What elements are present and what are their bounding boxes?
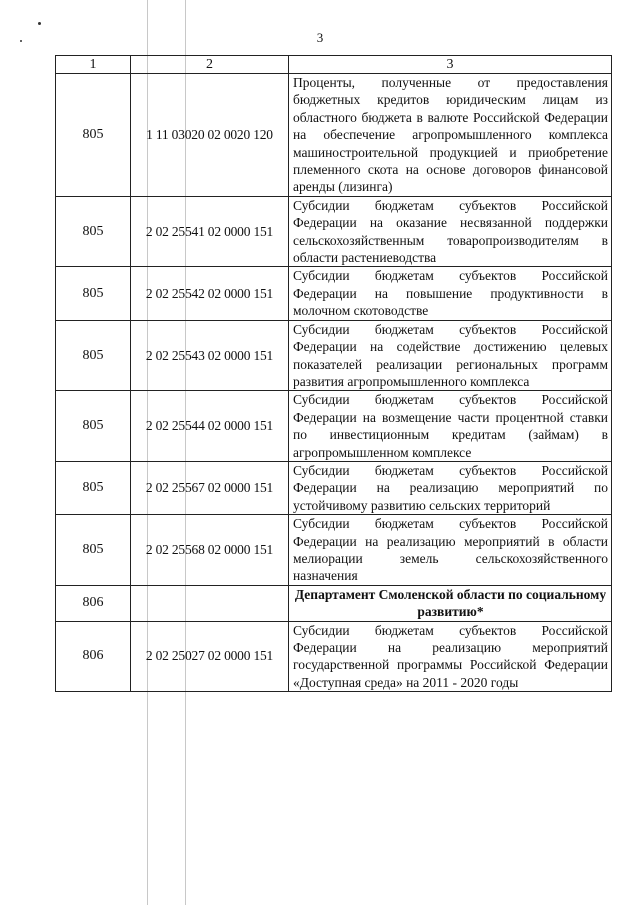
admin-code: 805	[56, 391, 131, 462]
header-col-1: 1	[56, 56, 131, 74]
kbk-code: 1 11 03020 02 0020 120	[131, 74, 289, 197]
table-row	[56, 515, 612, 586]
table-row	[56, 74, 612, 197]
kbk-code: 2 02 25543 02 0000 151	[131, 320, 289, 391]
kbk-code	[131, 585, 289, 621]
table-row	[56, 391, 612, 462]
page-number: 3	[316, 30, 324, 45]
table-header-row	[56, 56, 612, 74]
revenue-description: Субсидии бюджетам субъектов Российской Федерации на реализацию мероприятий в области мелиорации земель сельскохозяйственного назначения	[289, 515, 612, 586]
table-row	[56, 196, 612, 267]
kbk-code: 2 02 25027 02 0000 151	[131, 621, 289, 692]
budget-codes-table	[55, 55, 612, 692]
header-col-2: 2	[131, 56, 289, 74]
revenue-description: Субсидии бюджетам субъектов Российской Федерации на повышение продуктивности в молочном скотоводстве	[289, 267, 612, 320]
admin-code: 805	[56, 267, 131, 320]
admin-code: 805	[56, 196, 131, 267]
revenue-description: Субсидии бюджетам субъектов Российской Федерации на возмещение части процентной ставки по инвестиционным кредитам (займам) в агропромышленном комплексе	[289, 391, 612, 462]
table-row-department	[56, 585, 612, 621]
header-col-3: 3	[289, 56, 612, 74]
revenue-description: Субсидии бюджетам субъектов Российской Федерации на реализацию мероприятий государственной программы Российской Федерации «Доступная среда» на 2011 - 2020 годы	[289, 621, 612, 692]
table-row	[56, 320, 612, 391]
revenue-description: Субсидии бюджетам субъектов Российской Федерации на оказание несвязанной поддержки сельскохозяйственным товаропроизводителям в области растениеводства	[289, 196, 612, 267]
kbk-code: 2 02 25568 02 0000 151	[131, 515, 289, 586]
table-row	[56, 621, 612, 692]
table-row	[56, 461, 612, 514]
kbk-code: 2 02 25567 02 0000 151	[131, 461, 289, 514]
revenue-description: Субсидии бюджетам субъектов Российской Федерации на реализацию мероприятий по устойчивому развитию сельских территорий	[289, 461, 612, 514]
admin-code: 806	[56, 585, 131, 621]
kbk-code: 2 02 25542 02 0000 151	[131, 267, 289, 320]
admin-code: 805	[56, 515, 131, 586]
admin-code: 806	[56, 621, 131, 692]
scan-speck	[38, 22, 41, 25]
revenue-description: Субсидии бюджетам субъектов Российской Федерации на содействие достижению целевых показателей реализации региональных программ развития агропромышленного комплекса	[289, 320, 612, 391]
admin-code: 805	[56, 74, 131, 197]
admin-code: 805	[56, 320, 131, 391]
kbk-code: 2 02 25544 02 0000 151	[131, 391, 289, 462]
revenue-description: Проценты, полученные от предоставления бюджетных кредитов юридическим лицам из областного бюджета в валюте Российской Федерации на обеспечение агропромышленного комплекса машиностроительной продукцией и приобретение племенного скота на основе договоров финансовой аренды (лизинга)	[289, 74, 612, 197]
table-row	[56, 267, 612, 320]
department-heading: Департамент Смоленской области по социальному развитию*	[289, 585, 612, 621]
kbk-code: 2 02 25541 02 0000 151	[131, 196, 289, 267]
admin-code: 805	[56, 461, 131, 514]
